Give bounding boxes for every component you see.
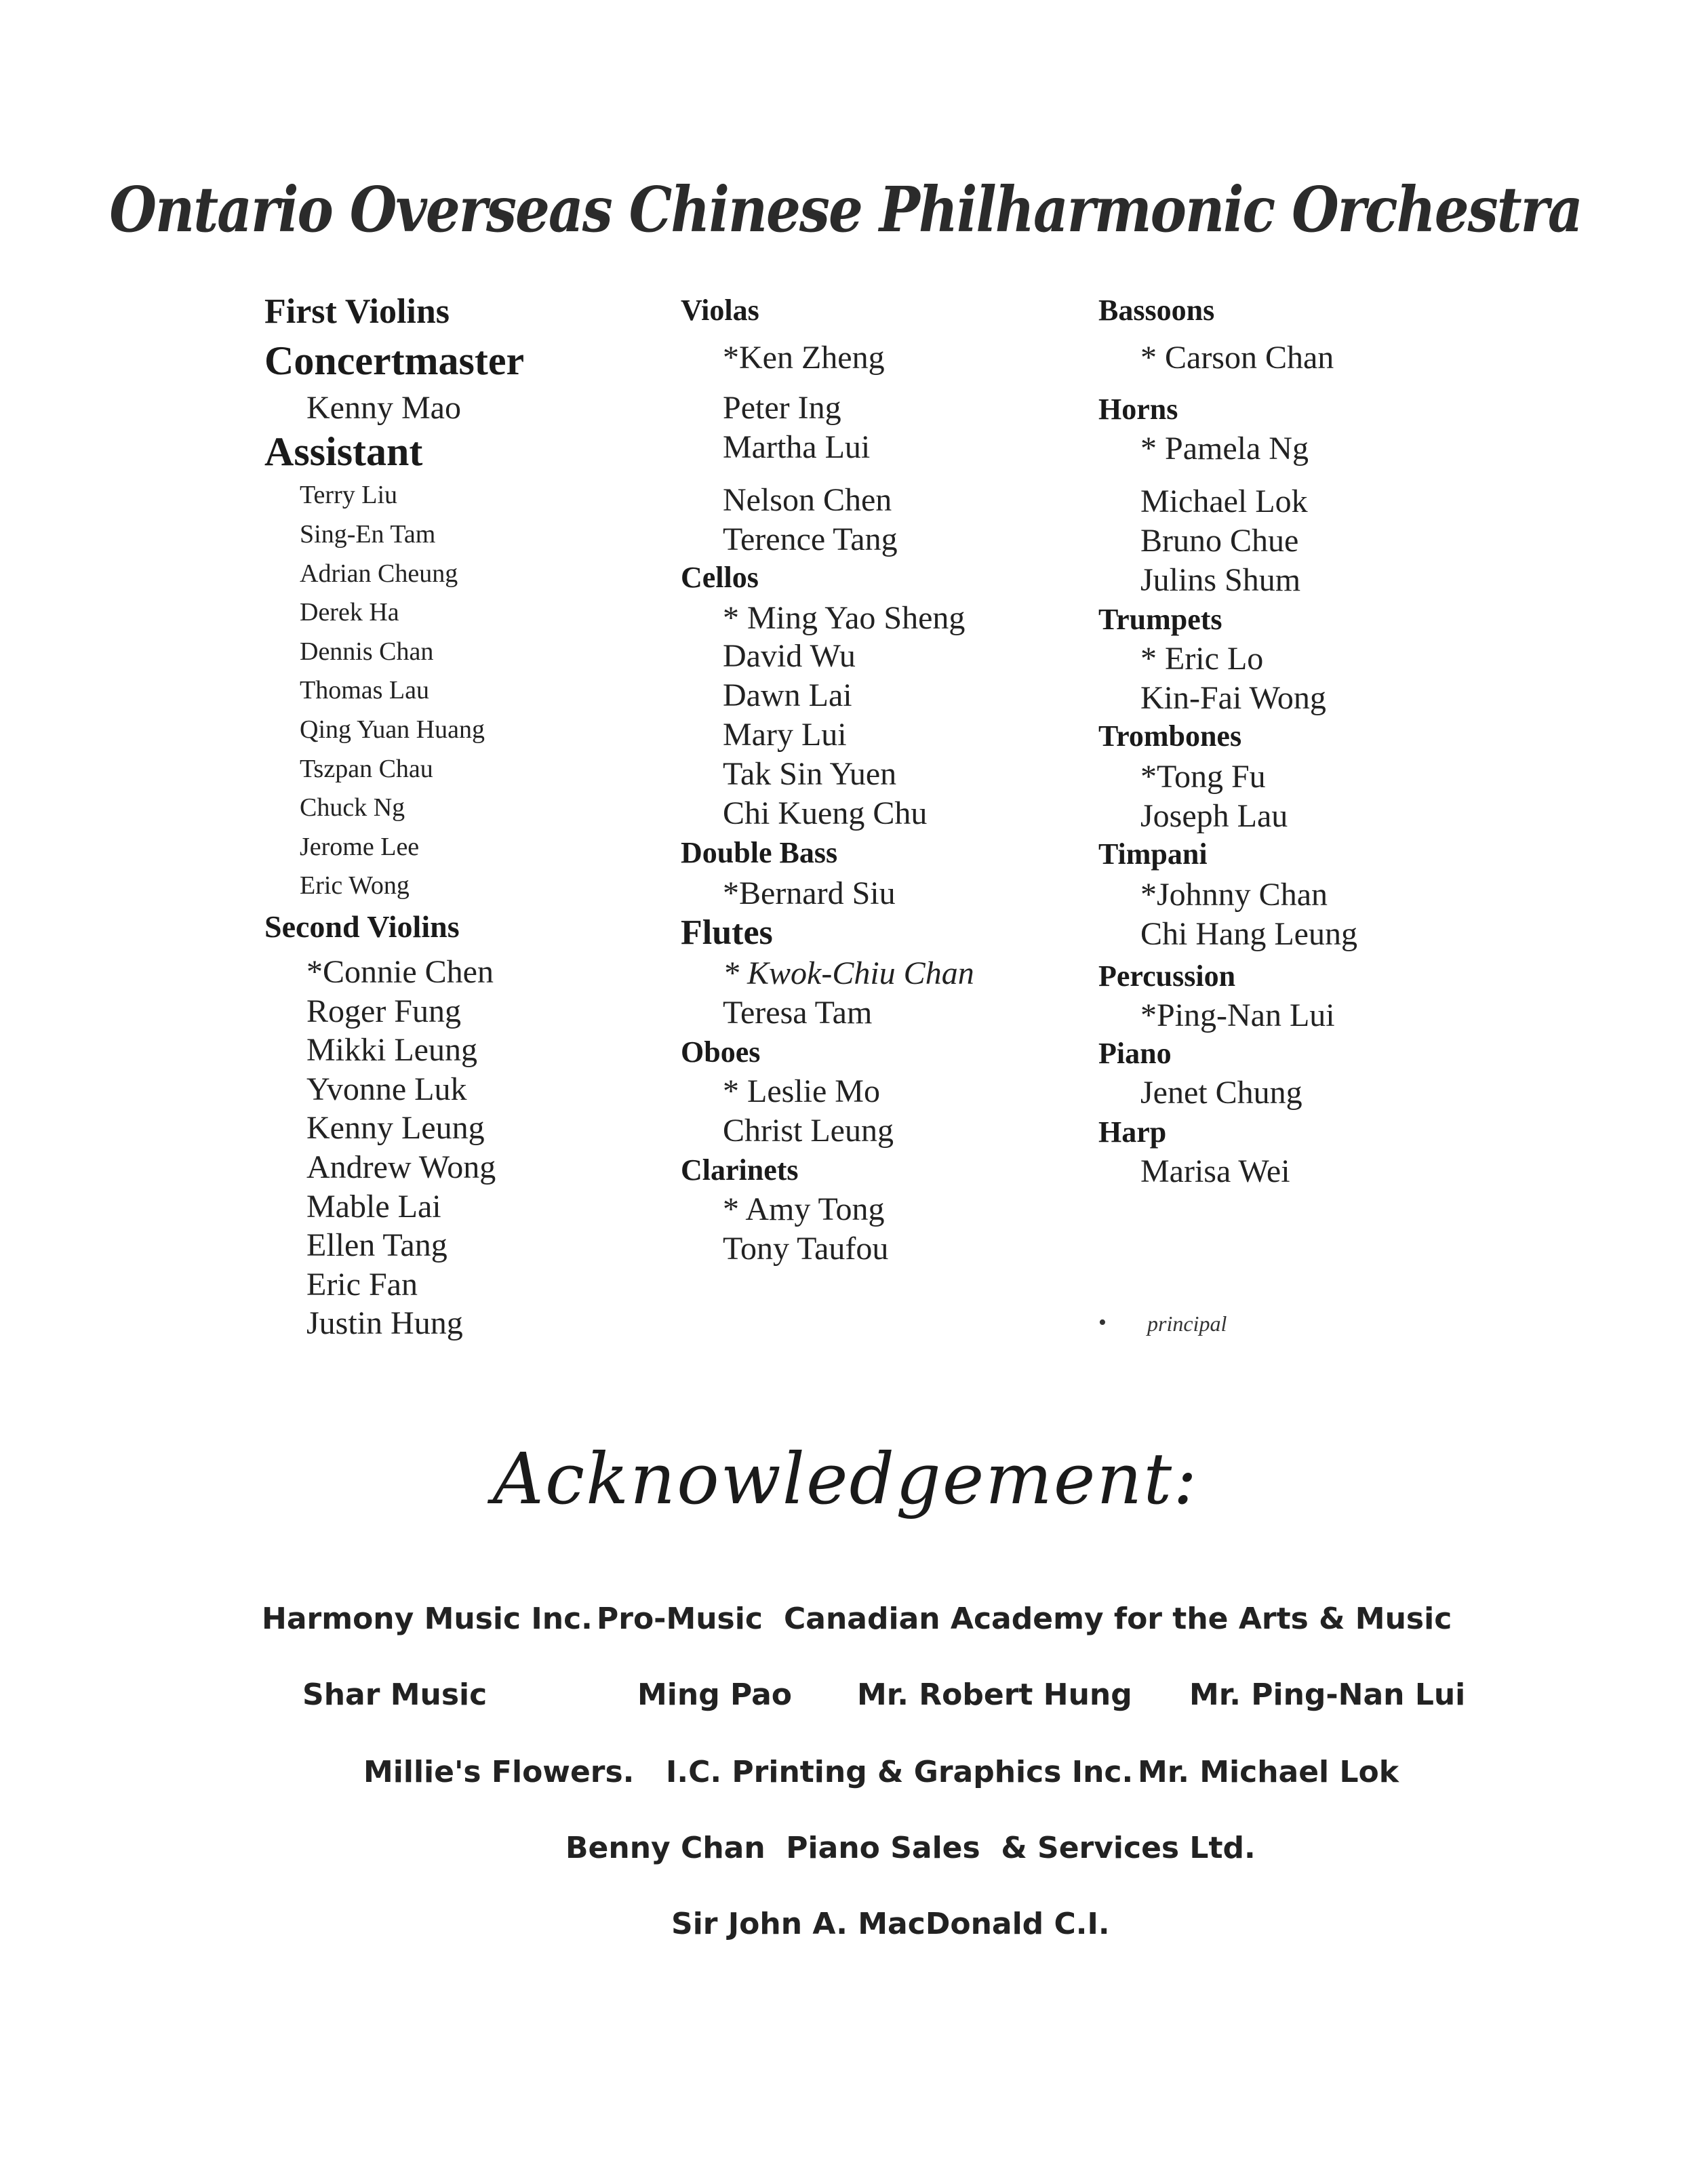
list-item: *Ken Zheng	[723, 340, 885, 376]
list-item: * Ming Yao Sheng	[723, 600, 966, 636]
list-item: Michael Lok	[1140, 483, 1308, 519]
list-item: Teresa Tam	[723, 995, 873, 1031]
section-double-bass: Double Bass	[681, 836, 838, 869]
list-item: Terry Liu	[300, 481, 398, 509]
section-clarinets: Clarinets	[681, 1153, 799, 1187]
list-item: Joseph Lau	[1140, 798, 1288, 834]
list-item: *Tong Fu	[1140, 759, 1266, 795]
list-item: Andrew Wong	[306, 1149, 496, 1185]
sponsor: Ming Pao	[637, 1677, 792, 1712]
list-item: Chi Hang Leung	[1140, 916, 1357, 952]
list-item: Yvonne Luk	[306, 1071, 467, 1107]
list-item: Tony Taufou	[723, 1231, 889, 1267]
list-item: Chuck Ng	[300, 793, 405, 822]
sponsor: Pro-Music	[597, 1602, 763, 1636]
list-item: *Ping-Nan Lui	[1140, 997, 1335, 1033]
list-item: Martha Lui	[723, 429, 871, 465]
list-item: Christ Leung	[723, 1113, 894, 1149]
list-item: *Connie Chen	[306, 954, 494, 990]
list-item: Eric Wong	[300, 871, 410, 900]
list-item: Eric Fan	[306, 1267, 418, 1303]
list-item: Tak Sin Yuen	[723, 756, 897, 792]
principal-note: principal	[1147, 1311, 1227, 1336]
list-item: Adrian Cheung	[300, 559, 458, 588]
list-item: Kenny Leung	[306, 1110, 485, 1146]
list-item: Mable Lai	[306, 1189, 441, 1225]
sponsor: Shar Music	[302, 1677, 488, 1712]
sponsor: Mr. Ping-Nan Lui	[1189, 1677, 1466, 1712]
section-violas: Violas	[681, 294, 759, 327]
section-trumpets: Trumpets	[1098, 603, 1222, 636]
list-item: Nelson Chen	[723, 482, 892, 518]
list-item: Kin-Fai Wong	[1140, 680, 1326, 716]
list-item: * Pamela Ng	[1140, 431, 1309, 466]
section-cellos: Cellos	[681, 561, 759, 594]
list-item: Peter Ing	[723, 390, 841, 426]
bullet-icon: •	[1098, 1310, 1107, 1335]
sponsor: Mr. Robert Hung	[857, 1677, 1132, 1712]
section-second-violins: Second Violins	[264, 909, 460, 944]
list-item: * Carson Chan	[1140, 340, 1334, 376]
list-item: * Kwok-Chiu Chan	[723, 955, 974, 991]
list-item: Mikki Leung	[306, 1032, 477, 1068]
section-flutes: Flutes	[681, 913, 773, 952]
section-harp: Harp	[1098, 1115, 1167, 1149]
list-item: Julins Shum	[1140, 562, 1301, 598]
section-first-violins: First Violins	[264, 292, 450, 331]
list-item: David Wu	[723, 638, 856, 674]
list-item: Chi Kueng Chu	[723, 795, 928, 831]
list-item: Jenet Chung	[1140, 1075, 1302, 1111]
list-item: * Eric Lo	[1140, 641, 1264, 677]
list-item: Sing-En Tam	[300, 520, 436, 549]
list-item: Marisa Wei	[1140, 1153, 1290, 1189]
list-item: Ellen Tang	[306, 1227, 447, 1263]
section-concertmaster: Concertmaster	[264, 338, 525, 383]
section-oboes: Oboes	[681, 1035, 761, 1069]
acknowledgement-title: Acknowledgement:	[492, 1437, 1199, 1520]
list-item: Dennis Chan	[300, 637, 434, 666]
section-timpani: Timpani	[1098, 837, 1208, 871]
list-item: *Bernard Siu	[723, 875, 896, 911]
list-item: *Johnny Chan	[1140, 877, 1328, 913]
section-assistant: Assistant	[264, 429, 423, 474]
sponsor: Millie's Flowers.	[363, 1755, 635, 1789]
sponsor: Sir John A. MacDonald C.I.	[671, 1907, 1110, 1941]
list-item: Roger Fung	[306, 993, 461, 1029]
list-item: Bruno Chue	[1140, 523, 1299, 559]
sponsor: Harmony Music Inc.	[262, 1602, 593, 1636]
list-item: * Leslie Mo	[723, 1073, 880, 1109]
section-trombones: Trombones	[1098, 719, 1242, 753]
list-item: Terence Tang	[723, 521, 898, 557]
list-item: Derek Ha	[300, 598, 399, 627]
section-horns: Horns	[1098, 393, 1178, 426]
sponsor: Mr. Michael Lok	[1138, 1755, 1399, 1789]
list-item: * Amy Tong	[723, 1191, 885, 1227]
list-item: Mary Lui	[723, 717, 847, 753]
list-item: Jerome Lee	[300, 833, 420, 861]
concertmaster-name: Kenny Mao	[306, 390, 461, 426]
list-item: Dawn Lai	[723, 677, 852, 713]
section-percussion: Percussion	[1098, 959, 1236, 993]
list-item: Qing Yuan Huang	[300, 715, 485, 744]
page-title: Ontario Overseas Chinese Philharmonic Orchestra	[109, 172, 1582, 247]
sponsor: I.C. Printing & Graphics Inc.	[666, 1755, 1134, 1789]
section-piano: Piano	[1098, 1037, 1172, 1070]
sponsor: Canadian Academy for the Arts & Music	[784, 1602, 1452, 1636]
sponsor: Benny Chan Piano Sales & Services Ltd.	[565, 1831, 1256, 1865]
list-item: Justin Hung	[306, 1305, 463, 1341]
list-item: Tszpan Chau	[300, 755, 433, 783]
list-item: Thomas Lau	[300, 676, 430, 704]
section-bassoons: Bassoons	[1098, 294, 1215, 327]
